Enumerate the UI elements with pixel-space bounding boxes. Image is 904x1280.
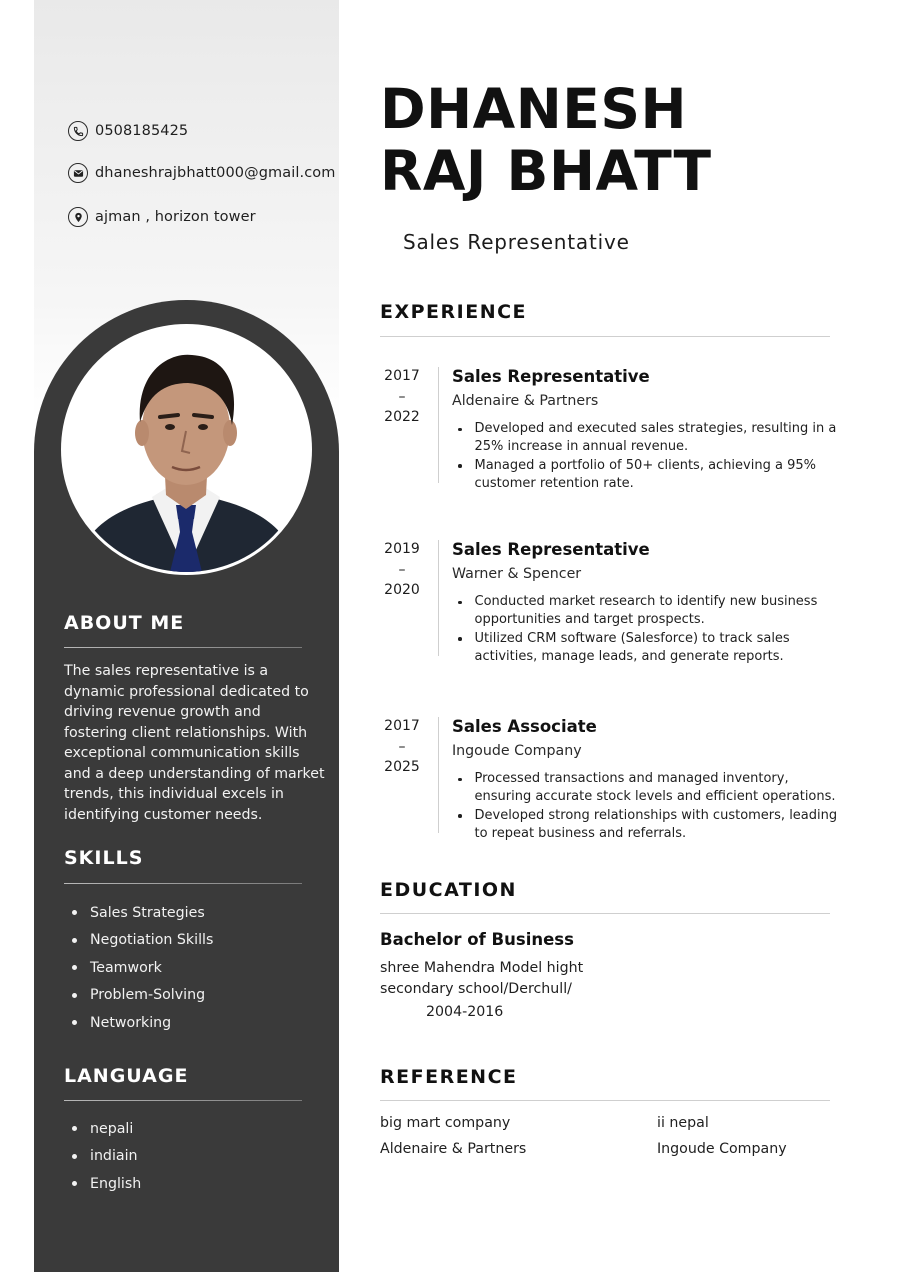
experience-title: Sales Associate bbox=[452, 717, 597, 736]
skill-item bbox=[72, 927, 213, 955]
skills-divider bbox=[64, 883, 302, 884]
experience-bullets bbox=[458, 770, 848, 843]
language-label: indiain bbox=[90, 1148, 138, 1165]
job-title: Sales Representative bbox=[403, 230, 630, 254]
experience-bullet bbox=[458, 457, 848, 494]
year-end: 2022 bbox=[384, 409, 420, 425]
profile-photo bbox=[61, 324, 312, 575]
year-dash: – bbox=[398, 561, 406, 578]
skill-label: Negotiation Skills bbox=[90, 932, 214, 949]
email-address: dhaneshrajbhatt000@gmail.com bbox=[95, 165, 336, 181]
education-years: 2004-2016 bbox=[426, 1004, 504, 1020]
mail-icon bbox=[68, 163, 88, 183]
location-pin-icon bbox=[68, 207, 88, 227]
bullet-text: Developed strong relationships with customers, leading to repeat business and referrals. bbox=[474, 807, 838, 841]
bullet-icon bbox=[72, 1020, 77, 1025]
language-item bbox=[72, 1115, 141, 1143]
about-text: The sales representative is a dynamic professional dedicated to driving revenue growth and fostering client relationships. With exceptional communication skills and a deep understanding of market trends, this individual excels in identifying customer needs. bbox=[64, 663, 325, 823]
experience-title: Sales Representative bbox=[452, 367, 650, 386]
bullet-icon bbox=[72, 993, 77, 998]
experience-years bbox=[381, 716, 423, 778]
location-text: ajman , horizon tower bbox=[95, 209, 256, 225]
experience-years bbox=[381, 366, 423, 428]
bullet-text: Conducted market research to identify new business opportunities and target prospects. bbox=[474, 594, 818, 628]
education-school: shree Mahendra Model hight secondary school/Derchull/ bbox=[380, 960, 584, 997]
experience-title: Sales Representative bbox=[452, 540, 650, 559]
bullet-icon bbox=[72, 938, 77, 943]
phone-icon bbox=[68, 121, 88, 141]
experience-bullet bbox=[458, 420, 848, 457]
skill-item bbox=[72, 982, 213, 1010]
reference-divider bbox=[380, 1100, 830, 1101]
year-end: 2020 bbox=[384, 582, 420, 598]
bullet-icon bbox=[458, 428, 462, 432]
about-divider bbox=[64, 647, 302, 648]
bullet-text: Developed and executed sales strategies, resulting in a 25% increase in annual revenue. bbox=[474, 421, 837, 455]
skills-heading: SKILLS bbox=[64, 847, 144, 869]
bullet-text: Utilized CRM software (Salesforce) to track sales activities, manage leads, and generate reports. bbox=[474, 630, 790, 664]
experience-heading: EXPERIENCE bbox=[380, 301, 528, 323]
bullet-icon bbox=[458, 601, 462, 605]
name-line-2: RAJ BHATT bbox=[380, 139, 712, 203]
reference-1-line-2: Aldenaire & Partners bbox=[380, 1141, 527, 1157]
experience-divider bbox=[380, 336, 830, 337]
skill-label: Networking bbox=[90, 1014, 172, 1031]
bullet-icon bbox=[458, 637, 462, 641]
phone-number: 0508185425 bbox=[95, 123, 189, 139]
contact-email bbox=[68, 162, 336, 184]
bullet-icon bbox=[72, 965, 77, 970]
experience-bullet bbox=[458, 770, 848, 807]
language-item bbox=[72, 1170, 141, 1198]
skill-label: Problem-Solving bbox=[90, 987, 206, 1004]
experience-company: Ingoude Company bbox=[452, 743, 582, 759]
experience-bullet bbox=[458, 807, 848, 844]
skill-label: Sales Strategies bbox=[90, 904, 205, 921]
skill-item bbox=[72, 954, 213, 982]
bullet-text: Managed a portfolio of 50+ clients, achieving a 95% customer retention rate. bbox=[474, 457, 816, 491]
experience-years bbox=[381, 539, 423, 601]
year-start: 2017 bbox=[384, 368, 420, 384]
reference-1-line-1: big mart company bbox=[380, 1115, 511, 1131]
experience-company: Aldenaire & Partners bbox=[452, 393, 599, 409]
timeline-line bbox=[438, 540, 439, 656]
language-heading: LANGUAGE bbox=[64, 1065, 189, 1087]
reference-2-line-2: Ingoude Company bbox=[657, 1141, 787, 1157]
language-item bbox=[72, 1143, 141, 1171]
bullet-text: Processed transactions and managed inventory, ensuring accurate stock levels and efficient operations. bbox=[474, 771, 836, 805]
reference-heading: REFERENCE bbox=[380, 1066, 518, 1088]
year-end: 2025 bbox=[384, 759, 420, 775]
bullet-icon bbox=[72, 1126, 77, 1131]
about-heading: ABOUT ME bbox=[64, 612, 185, 634]
experience-bullet bbox=[458, 630, 848, 667]
language-label: nepali bbox=[90, 1120, 134, 1137]
year-start: 2019 bbox=[384, 541, 420, 557]
skill-item bbox=[72, 1009, 213, 1037]
candidate-name bbox=[380, 78, 712, 202]
skill-item bbox=[72, 899, 213, 927]
name-line-1: DHANESH bbox=[380, 77, 687, 141]
experience-company: Warner & Spencer bbox=[452, 566, 582, 582]
bullet-icon bbox=[458, 464, 462, 468]
timeline-line bbox=[438, 717, 439, 833]
year-dash: – bbox=[398, 388, 406, 405]
experience-bullets bbox=[458, 420, 848, 493]
language-divider bbox=[64, 1100, 302, 1101]
year-dash: – bbox=[398, 738, 406, 755]
bullet-icon bbox=[72, 1154, 77, 1159]
education-divider bbox=[380, 913, 830, 914]
contact-phone bbox=[68, 120, 188, 142]
language-list bbox=[72, 1115, 141, 1198]
contact-location bbox=[68, 206, 256, 228]
bullet-icon bbox=[458, 778, 462, 782]
bullet-icon bbox=[72, 1181, 77, 1186]
bullet-icon bbox=[72, 910, 77, 915]
education-heading: EDUCATION bbox=[380, 879, 517, 901]
language-label: English bbox=[90, 1175, 142, 1192]
skills-list bbox=[72, 899, 213, 1037]
year-start: 2017 bbox=[384, 718, 420, 734]
reference-2-line-1: ii nepal bbox=[657, 1115, 709, 1131]
experience-bullets bbox=[458, 593, 848, 666]
timeline-line bbox=[438, 367, 439, 483]
bullet-icon bbox=[458, 814, 462, 818]
skill-label: Teamwork bbox=[90, 959, 162, 976]
experience-bullet bbox=[458, 593, 848, 630]
education-degree: Bachelor of Business bbox=[380, 930, 574, 949]
